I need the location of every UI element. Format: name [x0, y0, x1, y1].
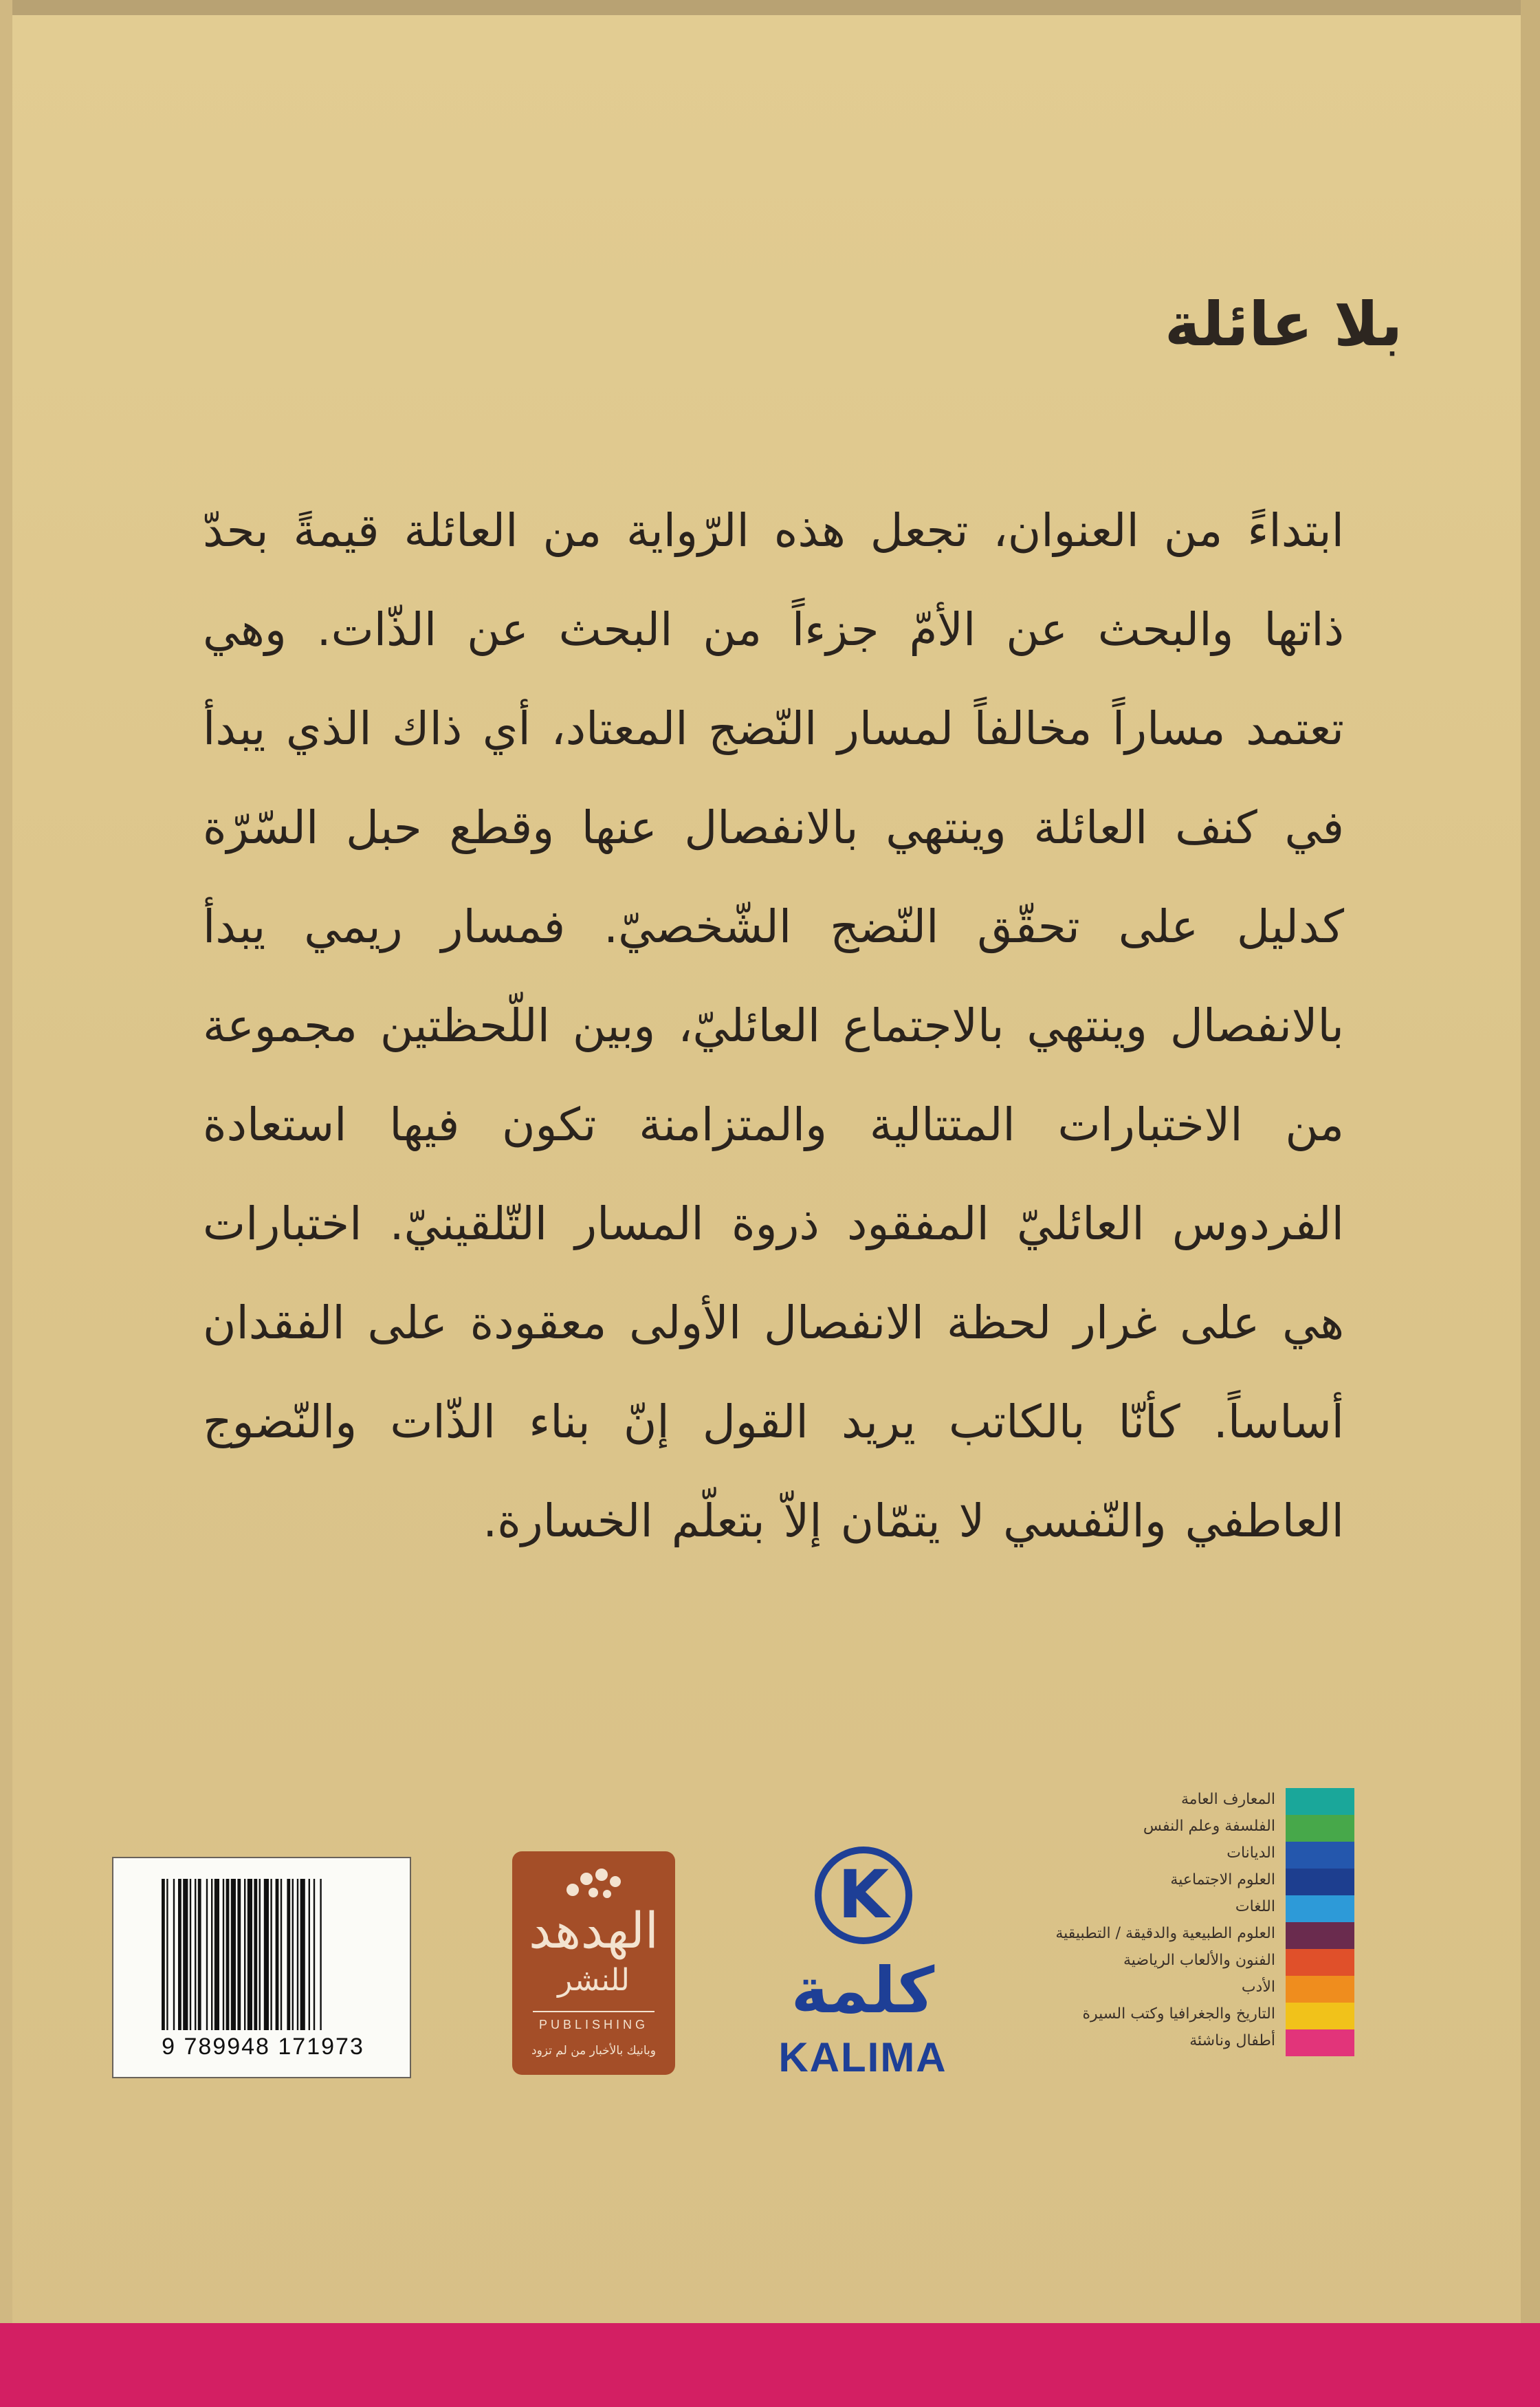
barcode-bar — [237, 1879, 241, 2030]
legend-swatch — [1286, 1869, 1354, 1895]
kalima-mark: K — [837, 1856, 890, 1933]
barcode-bar — [309, 1879, 310, 2030]
legend-item — [1004, 1976, 1361, 2003]
barcode-bar — [270, 1879, 272, 2030]
book-title: بلا عائلة — [1165, 289, 1402, 360]
legend-label: أطفال وناشئة — [1189, 2032, 1275, 2049]
barcode-bar — [300, 1879, 305, 2030]
legend-swatch — [1286, 1788, 1354, 1815]
barcode-bar — [214, 1879, 219, 2030]
barcode-bar — [166, 1879, 168, 2030]
book-blurb: ابتداءً من العنوان، تجعل هذه الرّواية من العائلة قيمةً بحدّ ذاتها والبحث عن الأمّ جزءاً من البحث عن الذّات. وهي تعتمد مساراً مخالفاً لمسار النّضج المعتاد، أي ذاك الذي يبدأ في كنف العائلة وينتهي بالانفصال عنها وقطع حبل السّرّة كدليل على تحقّق النّضج الشّخصيّ. فمسار ريمي يبدأ بالانفصال وينتهي بالاجتماع العائليّ، وبين اللّحظتين مجموعة من الاختبارات المتتالية والمتزامنة تكون فيها استعادة الفردوس العائليّ المفقود ذروة المسار التّلقينيّ. اختبارات هي على غرار لحظة الانفصال الأولى معقودة على الفقدان أساساً. كأنّا بالكاتب يريد القول إنّ بناء الذّات والنّضوج العاطفي والنّفسي لا يتمّان إلاّ بتعلّم الخسارة. — [203, 504, 1344, 1547]
barcode-bar — [297, 1879, 298, 2030]
hudhud-name: الهدهد — [529, 1902, 659, 1959]
kalima-logo — [760, 1847, 966, 2080]
legend-item — [1004, 1922, 1361, 1949]
barcode-bar — [173, 1879, 175, 2030]
legend-label: المعارف العامة — [1181, 1791, 1275, 1808]
barcode-bar — [223, 1879, 224, 2030]
barcode-bars-icon — [162, 1879, 368, 2030]
bottom-color-band — [0, 2323, 1540, 2407]
barcode-bar — [254, 1879, 257, 2030]
legend-label: العلوم الاجتماعية — [1170, 1871, 1275, 1888]
barcode-bar — [248, 1879, 252, 2030]
barcode-bar — [292, 1879, 294, 2030]
barcode-bar — [178, 1879, 182, 2030]
barcode-bar — [259, 1879, 261, 2030]
cover-left-edge — [0, 0, 12, 2407]
hudhud-subtitle: للنشر — [558, 1963, 630, 1998]
barcode-bar — [198, 1879, 201, 2030]
legend-item — [1004, 1949, 1361, 1976]
legend-label: الديانات — [1226, 1844, 1275, 1862]
category-legend — [1004, 1788, 1361, 2077]
legend-item — [1004, 2003, 1361, 2029]
hudhud-logo — [512, 1851, 675, 2075]
barcode-bar — [226, 1879, 230, 2030]
legend-swatch — [1286, 1842, 1354, 1869]
barcode-bar — [314, 1879, 315, 2030]
legend-label: الأدب — [1241, 1979, 1275, 1996]
legend-label: اللغات — [1235, 1898, 1275, 1915]
kalima-english-name: KALIMA — [778, 2034, 947, 2080]
hudhud-divider — [533, 2011, 654, 2012]
hudhud-english: PUBLISHING — [538, 2018, 649, 2032]
legend-swatch — [1286, 2003, 1354, 2029]
legend-label: الفلسفة وعلم النفس — [1143, 1818, 1275, 1835]
barcode-bar — [231, 1879, 236, 2030]
cover-right-edge — [1521, 0, 1540, 2407]
legend-swatch — [1286, 1922, 1354, 1949]
barcode-bar — [162, 1879, 165, 2030]
barcode-bar — [183, 1879, 188, 2030]
legend-label: العلوم الطبيعية والدقيقة / التطبيقية — [1055, 1925, 1275, 1942]
legend-label: الفنون والألعاب الرياضية — [1123, 1952, 1275, 1969]
hoopoe-crest-icon — [552, 1862, 635, 1904]
legend-item — [1004, 1869, 1361, 1895]
barcode-bar — [206, 1879, 208, 2030]
legend-swatch — [1286, 2029, 1354, 2056]
legend-item — [1004, 1895, 1361, 1922]
isbn-number: 9 789948 171973 — [162, 2034, 364, 2060]
legend-label: التاريخ والجغرافيا وكتب السيرة — [1082, 2005, 1275, 2023]
legend-swatch — [1286, 1815, 1354, 1842]
kalima-arabic-name: كلمة — [791, 1954, 935, 2027]
barcode-bar — [211, 1879, 212, 2030]
legend-item — [1004, 1815, 1361, 1842]
barcode-bar — [280, 1879, 282, 2030]
barcode-bar — [320, 1879, 321, 2030]
barcode-bar — [264, 1879, 269, 2030]
cover-top-edge — [0, 0, 1540, 15]
barcode-bar — [276, 1879, 279, 2030]
isbn-barcode — [112, 1857, 411, 2078]
legend-item — [1004, 1842, 1361, 1869]
legend-swatch — [1286, 1949, 1354, 1976]
barcode-bar — [195, 1879, 196, 2030]
legend-swatch — [1286, 1976, 1354, 2003]
legend-item — [1004, 1788, 1361, 1815]
barcode-bar — [287, 1879, 290, 2030]
legend-item — [1004, 2029, 1361, 2056]
barcode-bar — [190, 1879, 191, 2030]
hudhud-tagline: وبانيك بالأخبار من لم تزود — [531, 2044, 656, 2058]
barcode-bar — [244, 1879, 245, 2030]
legend-swatch — [1286, 1895, 1354, 1922]
